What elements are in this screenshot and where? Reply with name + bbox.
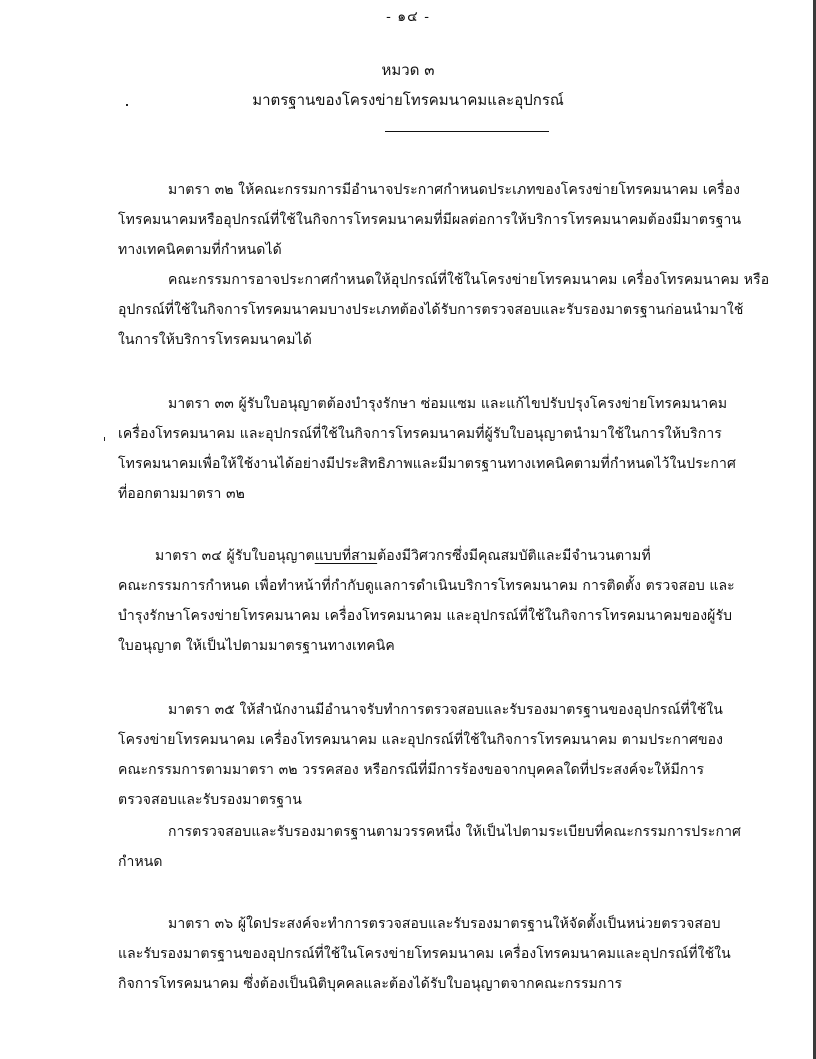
section-34-line-4: ใบอนุญาต ให้เป็นไปตามมาตรฐานทางเทคนิค	[118, 638, 395, 654]
chapter-title: หมวด ๓	[381, 61, 435, 79]
section-32-line-2: โทรคมนาคมหรืออุปกรณ์ที่ใช้ในกิจการโทรคมนาคมที่มีผลต่อการให้บริการโทรคมนาคมต้องมีมาตรฐาน	[118, 212, 742, 228]
section-36-line-1: มาตรา ๓๖ ผู้ใดประสงค์จะทำการตรวจสอบและรับรองมาตรฐานให้จัดตั้งเป็นหน่วยตรวจสอบ	[168, 916, 721, 932]
section-35-line-1: มาตรา ๓๕ ให้สำนักงานมีอำนาจรับทำการตรวจสอบและรับรองมาตรฐานของอุปกรณ์ที่ใช้ใน	[168, 702, 723, 718]
section-32-para-2-line-3: ในการให้บริการโทรคมนาคมได้	[118, 332, 312, 348]
section-36-line-3: กิจการโทรคมนาคม ซึ่งต้องเป็นนิติบุคคลและต้องได้รับใบอนุญาตจากคณะกรรมการ	[118, 976, 623, 992]
section-32-para-2-line-1: คณะกรรมการอาจประกาศกำหนดให้อุปกรณ์ที่ใช้ในโครงข่ายโทรคมนาคม เครื่องโทรคมนาคม หรือ	[168, 272, 770, 288]
section-34-line-3: บำรุงรักษาโครงข่ายโทรคมนาคม เครื่องโทรคมนาคม และอุปกรณ์ที่ใช้ในกิจการโทรคมนาคมของผู้รับ	[118, 608, 733, 624]
scan-speck	[126, 104, 128, 106]
section-32-line-3: ทางเทคนิคตามที่กำหนดได้	[118, 242, 282, 258]
section-35-line-4: ตรวจสอบและรับรองมาตรฐาน	[118, 792, 302, 808]
section-35-line-3: คณะกรรมการตามมาตรา ๓๒ วรรคสอง หรือกรณีที่มีการร้องขอจากบุคคลใดที่ประสงค์จะให้มีการ	[118, 762, 705, 778]
section-32-para-2-line-2: อุปกรณ์ที่ใช้ในกิจการโทรคมนาคมบางประเภทต้องได้รับการตรวจสอบและรับรองมาตรฐานก่อนนำมาใช้	[118, 302, 744, 318]
scan-speck	[104, 437, 105, 441]
section-34-line-1-start: มาตรา ๓๔ ผู้รับใบอนุญาต	[155, 548, 315, 564]
section-34-line-2: คณะกรรมการกำหนด เพื่อทำหน้าที่กำกับดูแลการดำเนินบริการโทรคมนาคม การติดตั้ง ตรวจสอบ และ	[118, 578, 735, 594]
section-35-line-2: โครงข่ายโทรคมนาคม เครื่องโทรคมนาคม และอุปกรณ์ที่ใช้ในกิจการโทรคมนาคม ตามประกาศของ	[118, 732, 724, 748]
section-34-line-1	[155, 546, 651, 566]
chapter-subtitle: มาตรฐานของโครงข่ายโทรคมนาคมและอุปกรณ์	[252, 91, 564, 109]
section-34-line-1-end: ต้องมีวิศวกรซึ่งมีคุณสมบัติและมีจำนวนตามที่	[377, 548, 651, 564]
section-36-line-2: และรับรองมาตรฐานของอุปกรณ์ที่ใช้ในโครงข่ายโทรคมนาคม เครื่องโทรคมนาคมและอุปกรณ์ที่ใช้ใน	[118, 946, 731, 962]
section-35-para-2-line-1: การตรวจสอบและรับรองมาตรฐานตามวรรคหนึ่ง ให้เป็นไปตามระเบียบที่คณะกรรมการประกาศ	[168, 824, 742, 840]
section-35-para-2-line-2: กำหนด	[118, 854, 163, 870]
section-33-line-1: มาตรา ๓๓ ผู้รับใบอนุญาตต้องบำรุงรักษา ซ่อมแซม และแก้ไขปรับปรุงโครงข่ายโทรคมนาคม	[168, 396, 728, 412]
section-33-line-3: โทรคมนาคมเพื่อให้ใช้งานได้อย่างมีประสิทธิภาพและมีมาตรฐานทางเทคนิคตามที่กำหนดไว้ในประกาศ	[118, 456, 736, 472]
section-32-line-1: มาตรา ๓๒ ให้คณะกรรมการมีอำนาจประกาศกำหนดประเภทของโครงข่ายโทรคมนาคม เครื่อง	[168, 182, 741, 198]
page-number: - ๑๔ -	[386, 9, 430, 25]
section-33-line-4: ที่ออกตามมาตรา ๓๒	[118, 486, 246, 502]
title-underline-rule	[385, 131, 549, 132]
section-33-line-2: เครื่องโทรคมนาคม และอุปกรณ์ที่ใช้ในกิจการโทรคมนาคมที่ผู้รับใบอนุญาตนำมาใช้ในการให้บริการ	[118, 426, 722, 442]
section-34-underlined-term: แบบที่สาม	[314, 548, 378, 564]
